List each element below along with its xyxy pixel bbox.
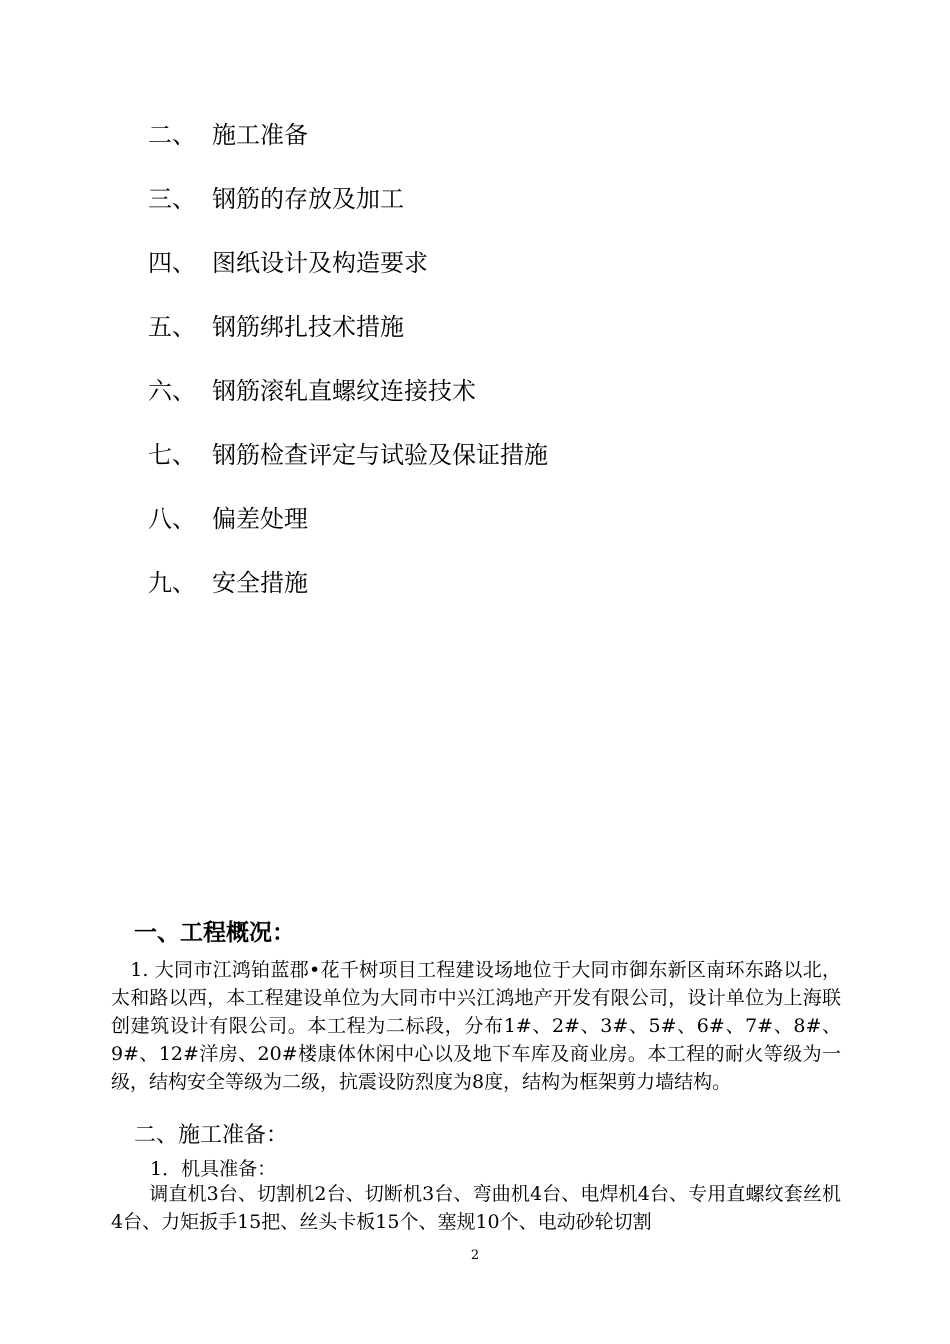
toc-item [148,420,548,484]
toc-item-number: 三、 [148,184,196,213]
toc-item-label: 钢筋滚轧直螺纹连接技术 [212,376,476,405]
toc-item [148,292,548,356]
toc-item-label: 施工准备 [212,120,308,149]
toc-item-label: 偏差处理 [212,504,308,533]
toc-item-number: 五、 [148,312,196,341]
toc-item-number: 六、 [148,376,196,405]
toc-item-label: 安全措施 [212,568,308,597]
table-of-contents [148,100,548,612]
equipment-paragraph: 调直机3台、切割机2台、切断机3台、弯曲机4台、电焊机4台、专用直螺纹套丝机4台、力矩扳手15把、丝头卡板15个、塞规10个、电动砂轮切割 [111,1183,841,1233]
toc-item-number: 四、 [148,248,196,277]
toc-item-number: 七、 [148,440,196,469]
section-heading-construction-prep: 二、施工准备： [134,1123,289,1148]
toc-item [148,100,548,164]
toc-item [148,548,548,612]
toc-item-label: 钢筋的存放及加工 [212,184,404,213]
toc-item-number: 九、 [148,568,196,597]
project-overview-paragraph: 1. 大同市江鸿铂蓝郡•花千树项目工程建设场地位于大同市御东新区南环东路以北，太和路以西，本工程建设单位为大同市中兴江鸿地产开发有限公司，设计单位为上海联创建筑设计有限公司。本工程为二标段，分布1#、2#、3#、5#、6#、7#、8#、9#、12#洋房、20#楼康体休闲中心以及地下车库及商业房。本工程的耐火等级为一级，结构安全等级为二级，抗震设防烈度为8度，结构为框架剪力墙结构。 [111,959,841,1093]
toc-item [148,356,548,420]
toc-item-label: 图纸设计及构造要求 [212,248,428,277]
section-heading-project-overview: 一、工程概况： [134,920,295,946]
toc-item-label: 钢筋绑扎技术措施 [212,312,404,341]
toc-item-number: 八、 [148,504,196,533]
toc-item-number: 二、 [148,120,196,149]
toc-item [148,228,548,292]
subsection-heading-equipment: 1．机具准备： [150,1158,277,1180]
page-number: 2 [470,1248,480,1263]
toc-item [148,164,548,228]
toc-item [148,484,548,548]
toc-item-label: 钢筋检查评定与试验及保证措施 [212,440,548,469]
